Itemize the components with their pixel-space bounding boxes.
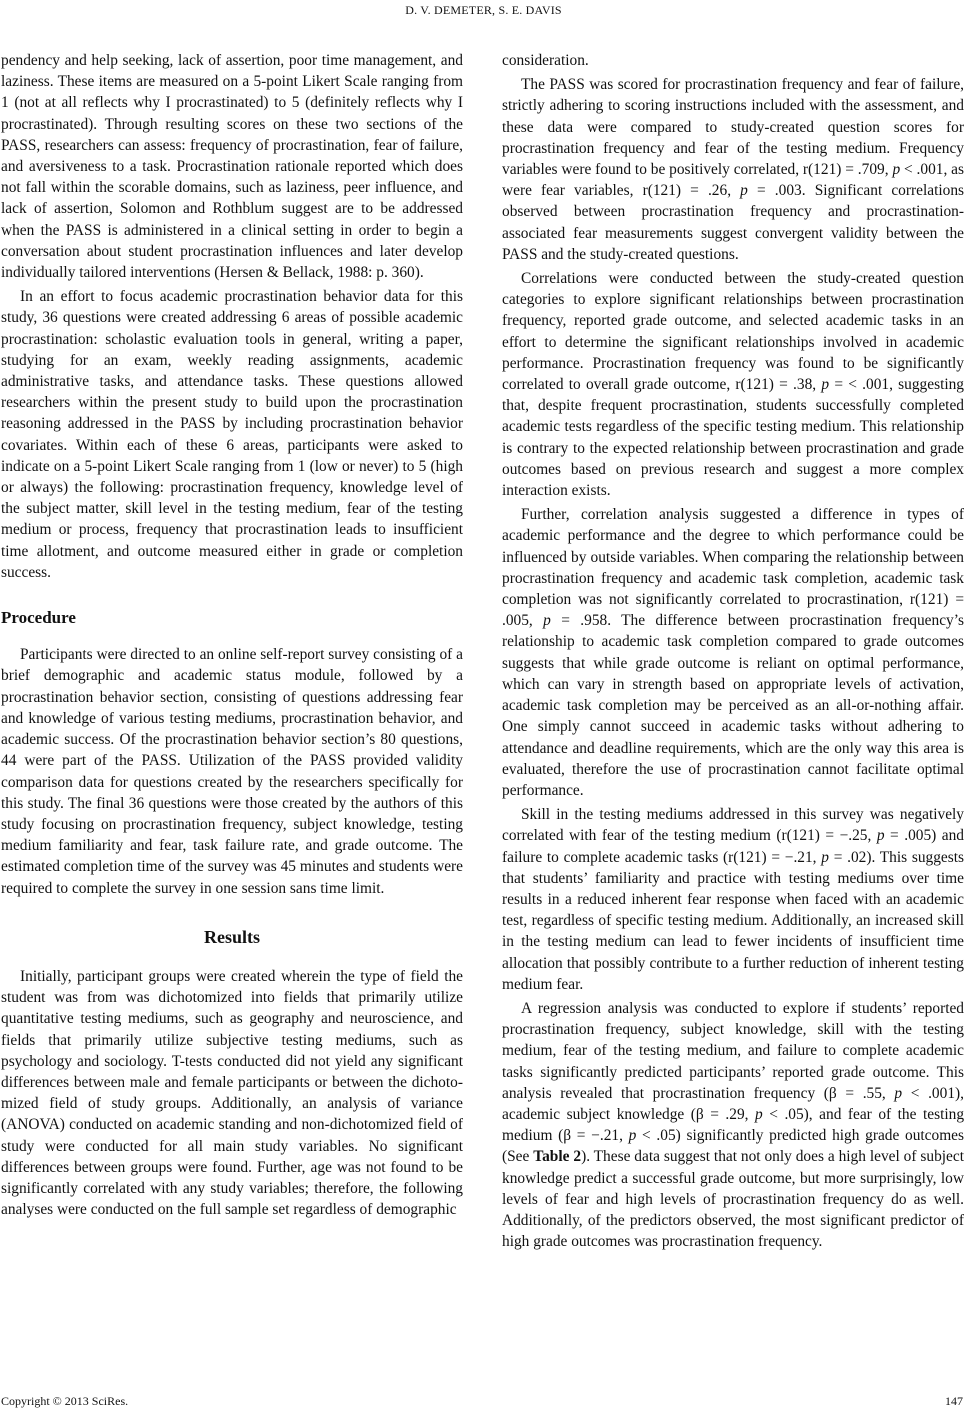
stat-symbol: p: [543, 612, 551, 630]
running-head: D. V. DEMETER, S. E. DAVIS: [405, 3, 562, 17]
paragraph: [502, 804, 964, 995]
stat-symbol: p: [821, 376, 830, 394]
text-run: A regression analysis was conducted to explore if students’ reported procrastination frequency, subject knowledge, skill with the testing medium, fear of the testing medium, and failure to complete academic tasks significantly predicted participants’ reported grade outcome. This analysis revealed that procrastination frequency (β = .55,: [502, 999, 964, 1102]
section-heading-results: Results: [203, 926, 260, 947]
text-run: = .003. Significant correlations observed between procrastination frequency and procrastination-associated fear measurements suggest convergent validity between the PASS and the study-created questions.: [502, 182, 964, 263]
text-run: = .005) and failure to complete academic tasks (r(121) = −.21,: [502, 827, 964, 866]
paragraph: [502, 268, 964, 501]
text-run: Skill in the testing mediums addressed in this survey was negatively correlated with fear of the testing medium (r(121) = −.25,: [502, 806, 964, 845]
copyright-notice: Copyright © 2013 SciRes.: [1, 1394, 129, 1408]
text-run: Further, correlation analysis suggested a difference in types of academic performance and the degree to which performance could be influenced by outside variables. When comparing the relationship between procrastination frequency and academic task completion, academic task completion was not significantly correlated to procrastination, r(121) = .005,: [502, 506, 964, 630]
stat-symbol: p: [628, 1127, 637, 1145]
stat-symbol: p: [876, 827, 885, 845]
paragraph: [502, 504, 964, 801]
text-run: = < .001, suggesting that, despite frequent procrastination, students successfully completed academic tests regardless of the specific testing medium. This relationship is contrary to the expected relationship between procrastination and grade outcomes based on previous research and suggest a more complex interaction exists.: [502, 376, 965, 500]
paragraph: [502, 74, 964, 265]
right-column: [502, 50, 964, 1252]
paragraph: consideration.: [502, 52, 589, 69]
text-run: < .001), academic subject knowledge (β = .29,: [502, 1084, 964, 1123]
text-run: < .05), and fear of the testing medium (β = −.21,: [502, 1105, 965, 1145]
paragraph: Participants were directed to an online self-report survey consisting of a brief demographic and academic status module, followed by a procrastination behavior section, consisting of questions addressing fear and knowledge of various testing mediums, procrastination behavior, and academic success. Of the procrastination behavior section’s 80 questions, 44 were part of the PASS. Utilization of the PASS provided validity comparison data for questions created by the researchers specifically for this study. The final 36 questions were those created by the authors of this study focusing on procrastination frequency, subject knowledge, testing medium familiarity and fear, task failure rate, and grade outcome. The estimated completion time of the survey was 45 minutes and students were required to complete the survey in one session sans time limit.: [1, 646, 463, 897]
text-run: The PASS was scored for procrastination frequency and fear of failure, strictly adhering to scoring instructions included with the assessment, and these data were compared to study-created question scores for procrastination frequency and fear of the testing medium. Frequency variables were found to be positively correlated, r(121) = .709,: [502, 76, 964, 179]
stat-symbol: p: [740, 182, 748, 200]
stat-symbol: p: [755, 1105, 763, 1123]
stat-symbol: p: [821, 848, 829, 866]
text-run: Correlations were conducted between the study-created question categories to explore significant relationships between procrastination frequency, reported grade outcome, and selected academic tasks in an effort to determine the significant relationships involved in academic performance. Procrastination frequency was found to be significantly correlated to overall grade outcome, r(121) = .38,: [502, 270, 964, 394]
paragraph: [502, 998, 964, 1252]
table-reference: Table 2: [533, 1148, 582, 1166]
stat-symbol: p: [894, 1084, 903, 1102]
text-run: = .958. The difference between procrastination frequency’s relationship to academic task completion compared to grade outcomes suggests that while grade outcome is reliant on optimal performance, which can vary in strength based on appropriate levels of activation, academic task completion may be perceived as an all-or-nothing affair. One simply cannot succeed in academic tasks without adhering to attendance and deadline requirements, which are the only way this area is evaluated, therefore the use of procrastination cannot facilitate optimal performance.: [502, 612, 964, 799]
text-run: < .05) significantly predicted high grade outcomes (See: [502, 1127, 964, 1166]
text-run: ). These data suggest that not only does a high level of subject knowledge predict a successful grade outcome, but more surprisingly, low levels of fear and high levels of procrastination frequency do as well. Additionally, of the predictors observed, the most significant predictor of high grade outcomes was procrastination frequency.: [502, 1148, 964, 1251]
paragraph: pendency and help seeking, lack of assertion, poor time management, and laziness. These items are measured on a 5-point Likert Scale ranging from 1 (not at all reflects why I procrastinated) to 5 (definitely reflects why I procrastinated). Through resulting scores on these two sections of the PASS, researchers can assess: frequency of procrastination, fear of failure, and aversiveness to a task. Procrastination rationale reported which does not fall within the scorable domains, such as laziness, peer influence, and lack of assertion, Solomon and Rothblum suggest are to be addressed when the PASS is administered in a clinical setting in order to begin a conversation about student procrastination influences and later develop individually tailored interventions (Hersen & Bellack, 1988: p. 360).: [1, 52, 463, 282]
text-run: < .001, as were fear variables, r(121) = .26,: [502, 161, 964, 200]
left-column: [1, 50, 463, 1220]
section-heading-procedure: Procedure: [1, 608, 76, 628]
paragraph: Initially, participant groups were created wherein the type of field the student was from was dichotomized into fields that primarily utilize quantitative testing mediums, such as geography and neuroscience, and fields that primarily utilize subjective testing mediums, such as psychology and sociology. T-tests conducted did not yield any significant differences between male and female participants or between the dichotomized field of study groups. Additionally, an analysis of variance (ANOVA) conducted on academic standing and non-dichotomized field of study were conducted for all main study variables. No significant differences between groups were found. Further, age was not found to be significantly correlated with any study variables; therefore, the following analyses were conducted on the full sample set regardless of demographic: [1, 967, 463, 1219]
paragraph: In an effort to focus academic procrastination behavior data for this study, 36 questions were created addressing 6 areas of possible academic procrastination: scholastic evaluation tools in general, writing a paper, studying for an exam, weekly reading assignments, academic administrative tasks, and attendance tasks. These questions allowed researchers within the present study to build upon the procrastination reasoning addressed in the PASS by including procrastination behavior covariates. Within each of these 6 areas, participants were asked to indicate on a 5-point Likert Scale ranging from 1 (low or never) to 5 (high or always) the following: procrastination frequency, knowledge level of the subject matter, skill level in the testing medium, fear of the testing medium or process, frequency that procrastination leads to insufficient time allotment, and outcome measured either in grade or completion success.: [1, 288, 463, 581]
stat-symbol: p: [892, 161, 901, 179]
page-number: 147: [945, 1394, 963, 1408]
text-run: = .02). This suggests that students’ familiarity and practice with testing mediums over time results in a reduced inherent fear response when faced with an academic test, regardless of specific testing medium. Additionally, an increased skill in the testing medium can lead to fewer incidents of insufficient time allocation that possibly contribute to a further reduction of inherent testing medium fear.: [502, 848, 965, 993]
